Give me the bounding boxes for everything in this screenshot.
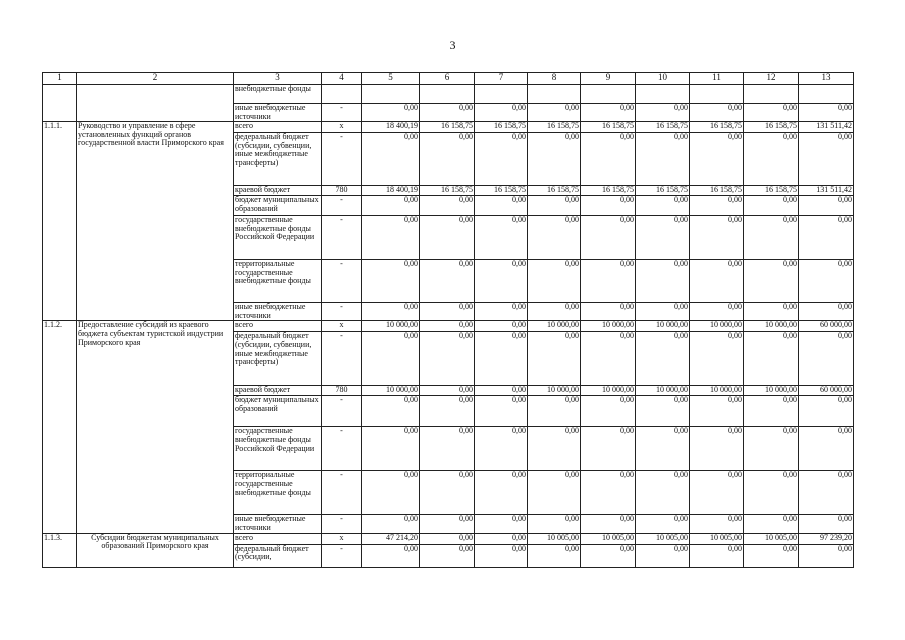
value-cell: 0,00	[744, 544, 799, 567]
value-cell: 0,00	[420, 216, 475, 260]
value-cell: 16 158,75	[420, 186, 475, 196]
value-cell: 10 000,00	[690, 386, 744, 396]
row-name: Руководство и управление в сфере установленных функций органов государственной власти Приморского края	[77, 122, 234, 321]
value-cell	[690, 85, 744, 104]
column-header: 11	[690, 73, 744, 85]
unit-code: -	[322, 515, 362, 533]
value-cell: 47 214,20	[362, 533, 420, 544]
unit-code: -	[322, 332, 362, 386]
value-cell: 0,00	[744, 515, 799, 533]
row-name: Предоставление субсидий из краевого бюджета субъектам туристской индустрии Приморского края	[77, 321, 234, 533]
value-cell: 0,00	[581, 396, 636, 427]
row-code: 1.1.3.	[43, 533, 77, 567]
value-cell: 0,00	[475, 533, 528, 544]
source-cell: всего	[234, 122, 322, 133]
value-cell: 0,00	[528, 471, 581, 515]
page-number: 3	[449, 38, 456, 52]
value-cell: 0,00	[690, 196, 744, 216]
source-cell: государственные внебюджетные фонды Российской Федерации	[234, 216, 322, 260]
value-cell: 0,00	[475, 196, 528, 216]
value-cell: 16 158,75	[581, 186, 636, 196]
value-cell: 10 000,00	[636, 386, 690, 396]
value-cell: 0,00	[799, 303, 854, 321]
value-cell: 0,00	[475, 386, 528, 396]
value-cell: 0,00	[362, 471, 420, 515]
value-cell: 16 158,75	[475, 186, 528, 196]
value-cell: 10 000,00	[636, 321, 690, 332]
value-cell: 0,00	[420, 332, 475, 386]
table-row	[43, 122, 854, 133]
source-cell: государственные внебюджетные фонды Российской Федерации	[234, 427, 322, 471]
value-cell: 0,00	[799, 104, 854, 122]
source-cell: федеральный бюджет (субсидии, субвенции, иные межбюджетные трансферты)	[234, 332, 322, 386]
value-cell: 0,00	[581, 544, 636, 567]
table-body	[43, 85, 854, 568]
value-cell: 0,00	[581, 196, 636, 216]
budget-table	[42, 72, 854, 568]
value-cell: 0,00	[636, 544, 690, 567]
value-cell: 0,00	[475, 104, 528, 122]
unit-code: х	[322, 122, 362, 133]
value-cell: 0,00	[362, 396, 420, 427]
value-cell: 0,00	[362, 216, 420, 260]
value-cell: 0,00	[475, 515, 528, 533]
source-cell: иные внебюджетные источники	[234, 303, 322, 321]
value-cell: 10 005,00	[744, 533, 799, 544]
value-cell: 0,00	[690, 216, 744, 260]
value-cell: 0,00	[362, 544, 420, 567]
column-header: 6	[420, 73, 475, 85]
value-cell: 0,00	[581, 332, 636, 386]
value-cell: 0,00	[799, 260, 854, 303]
value-cell: 16 158,75	[690, 122, 744, 133]
value-cell: 0,00	[362, 427, 420, 471]
value-cell: 0,00	[581, 216, 636, 260]
value-cell: 0,00	[636, 104, 690, 122]
column-header: 2	[77, 73, 234, 85]
value-cell: 10 000,00	[690, 321, 744, 332]
row-name: Субсидии бюджетам муниципальных образований Приморского края	[77, 533, 234, 567]
value-cell: 0,00	[799, 396, 854, 427]
value-cell: 0,00	[690, 332, 744, 386]
column-header: 1	[43, 73, 77, 85]
value-cell: 0,00	[528, 260, 581, 303]
value-cell: 0,00	[744, 427, 799, 471]
value-cell: 0,00	[799, 196, 854, 216]
value-cell: 0,00	[475, 396, 528, 427]
value-cell	[475, 85, 528, 104]
column-header: 8	[528, 73, 581, 85]
unit-code: -	[322, 104, 362, 122]
value-cell: 10 005,00	[581, 533, 636, 544]
value-cell: 0,00	[744, 471, 799, 515]
value-cell: 0,00	[420, 133, 475, 186]
unit-code: 780	[322, 386, 362, 396]
value-cell: 131 511,42	[799, 186, 854, 196]
value-cell	[744, 85, 799, 104]
value-cell: 60 000,00	[799, 321, 854, 332]
value-cell: 0,00	[799, 544, 854, 567]
value-cell: 0,00	[690, 396, 744, 427]
column-header: 4	[322, 73, 362, 85]
source-cell: краевой бюджет	[234, 386, 322, 396]
value-cell: 16 158,75	[744, 122, 799, 133]
unit-code: х	[322, 533, 362, 544]
row-code: 1.1.1.	[43, 122, 77, 321]
value-cell: 60 000,00	[799, 386, 854, 396]
value-cell: 16 158,75	[528, 122, 581, 133]
value-cell: 16 158,75	[420, 122, 475, 133]
unit-code: х	[322, 321, 362, 332]
column-header: 5	[362, 73, 420, 85]
value-cell: 0,00	[475, 321, 528, 332]
value-cell: 0,00	[420, 196, 475, 216]
code-cell	[43, 85, 77, 122]
value-cell: 0,00	[528, 104, 581, 122]
value-cell: 0,00	[799, 515, 854, 533]
value-cell: 0,00	[475, 332, 528, 386]
value-cell: 0,00	[636, 133, 690, 186]
value-cell: 0,00	[528, 303, 581, 321]
value-cell: 0,00	[475, 303, 528, 321]
value-cell: 0,00	[690, 427, 744, 471]
unit-code: -	[322, 396, 362, 427]
value-cell: 0,00	[420, 427, 475, 471]
value-cell: 0,00	[636, 216, 690, 260]
table-row	[43, 321, 854, 332]
value-cell: 0,00	[420, 104, 475, 122]
table-row	[43, 85, 854, 104]
value-cell: 10 000,00	[744, 386, 799, 396]
value-cell: 10 005,00	[636, 533, 690, 544]
value-cell: 0,00	[362, 515, 420, 533]
row-code: 1.1.2.	[43, 321, 77, 533]
table-row	[43, 533, 854, 544]
value-cell: 0,00	[744, 133, 799, 186]
value-cell: 10 000,00	[528, 321, 581, 332]
value-cell: 0,00	[690, 133, 744, 186]
column-header: 7	[475, 73, 528, 85]
value-cell: 16 158,75	[475, 122, 528, 133]
value-cell: 10 000,00	[528, 386, 581, 396]
value-cell: 0,00	[528, 427, 581, 471]
value-cell	[636, 85, 690, 104]
value-cell	[362, 85, 420, 104]
value-cell: 0,00	[636, 303, 690, 321]
unit-code: -	[322, 216, 362, 260]
value-cell: 0,00	[690, 471, 744, 515]
value-cell: 0,00	[636, 515, 690, 533]
value-cell: 16 158,75	[528, 186, 581, 196]
column-header: 9	[581, 73, 636, 85]
value-cell: 0,00	[744, 260, 799, 303]
value-cell: 0,00	[528, 216, 581, 260]
value-cell: 0,00	[744, 196, 799, 216]
value-cell: 97 239,20	[799, 533, 854, 544]
value-cell: 16 158,75	[744, 186, 799, 196]
value-cell: 0,00	[636, 396, 690, 427]
value-cell: 0,00	[636, 260, 690, 303]
unit-code: -	[322, 544, 362, 567]
value-cell: 0,00	[362, 104, 420, 122]
value-cell	[528, 85, 581, 104]
value-cell: 0,00	[420, 533, 475, 544]
value-cell: 0,00	[362, 260, 420, 303]
value-cell: 0,00	[636, 427, 690, 471]
source-cell: иные внебюджетные источники	[234, 104, 322, 122]
value-cell: 0,00	[581, 303, 636, 321]
value-cell: 0,00	[420, 515, 475, 533]
value-cell: 0,00	[420, 303, 475, 321]
source-cell: бюджет муниципальных образований	[234, 196, 322, 216]
value-cell: 0,00	[420, 321, 475, 332]
value-cell: 0,00	[799, 427, 854, 471]
value-cell	[799, 85, 854, 104]
name-cell	[77, 85, 234, 122]
value-cell: 0,00	[744, 104, 799, 122]
value-cell: 0,00	[420, 471, 475, 515]
value-cell: 0,00	[690, 303, 744, 321]
value-cell: 0,00	[475, 133, 528, 186]
value-cell: 10 005,00	[690, 533, 744, 544]
value-cell: 0,00	[528, 544, 581, 567]
value-cell: 0,00	[528, 133, 581, 186]
source-cell: федеральный бюджет (субсидии,	[234, 544, 322, 567]
value-cell	[581, 85, 636, 104]
unit-code	[322, 85, 362, 104]
value-cell: 18 400,19	[362, 186, 420, 196]
value-cell: 0,00	[528, 196, 581, 216]
source-cell: федеральный бюджет (субсидии, субвенции, иные межбюджетные трансферты)	[234, 133, 322, 186]
value-cell: 0,00	[475, 471, 528, 515]
value-cell: 0,00	[362, 133, 420, 186]
value-cell: 0,00	[420, 544, 475, 567]
value-cell: 16 158,75	[636, 122, 690, 133]
value-cell: 0,00	[420, 260, 475, 303]
value-cell: 10 000,00	[362, 386, 420, 396]
unit-code: -	[322, 260, 362, 303]
value-cell: 0,00	[362, 332, 420, 386]
value-cell: 0,00	[581, 104, 636, 122]
value-cell: 16 158,75	[690, 186, 744, 196]
column-header: 13	[799, 73, 854, 85]
value-cell	[420, 85, 475, 104]
unit-code: -	[322, 133, 362, 186]
unit-code: -	[322, 427, 362, 471]
value-cell: 0,00	[799, 216, 854, 260]
value-cell: 0,00	[581, 471, 636, 515]
value-cell: 18 400,19	[362, 122, 420, 133]
source-cell: бюджет муниципальных образований	[234, 396, 322, 427]
value-cell: 0,00	[475, 216, 528, 260]
unit-code: -	[322, 196, 362, 216]
source-cell: иные внебюджетные источники	[234, 515, 322, 533]
value-cell: 0,00	[636, 196, 690, 216]
value-cell: 0,00	[799, 471, 854, 515]
value-cell: 0,00	[581, 260, 636, 303]
value-cell: 0,00	[362, 303, 420, 321]
source-cell: территориальные государственные внебюджетные фонды	[234, 471, 322, 515]
value-cell: 10 005,00	[528, 533, 581, 544]
value-cell: 0,00	[581, 427, 636, 471]
unit-code: -	[322, 471, 362, 515]
value-cell: 0,00	[420, 396, 475, 427]
unit-code: 780	[322, 186, 362, 196]
source-cell: краевой бюджет	[234, 186, 322, 196]
value-cell: 131 511,42	[799, 122, 854, 133]
source-cell: внебюджетные фонды	[234, 85, 322, 104]
value-cell: 0,00	[528, 396, 581, 427]
value-cell: 0,00	[475, 260, 528, 303]
value-cell: 0,00	[636, 332, 690, 386]
column-header: 10	[636, 73, 690, 85]
column-header: 3	[234, 73, 322, 85]
value-cell: 0,00	[528, 515, 581, 533]
value-cell: 0,00	[744, 303, 799, 321]
value-cell: 0,00	[636, 471, 690, 515]
value-cell: 0,00	[799, 133, 854, 186]
value-cell: 0,00	[744, 332, 799, 386]
value-cell: 10 000,00	[581, 321, 636, 332]
source-cell: территориальные государственные внебюджетные фонды	[234, 260, 322, 303]
column-header: 12	[744, 73, 799, 85]
source-cell: всего	[234, 533, 322, 544]
value-cell: 0,00	[690, 544, 744, 567]
value-cell: 0,00	[581, 133, 636, 186]
value-cell: 0,00	[799, 332, 854, 386]
value-cell: 0,00	[744, 216, 799, 260]
value-cell: 0,00	[475, 544, 528, 567]
value-cell: 0,00	[528, 332, 581, 386]
source-cell: всего	[234, 321, 322, 332]
header-row	[43, 73, 854, 85]
unit-code: -	[322, 303, 362, 321]
value-cell: 10 000,00	[581, 386, 636, 396]
value-cell: 0,00	[362, 196, 420, 216]
value-cell: 0,00	[690, 104, 744, 122]
value-cell: 0,00	[690, 260, 744, 303]
value-cell: 0,00	[744, 396, 799, 427]
value-cell: 0,00	[420, 386, 475, 396]
value-cell: 0,00	[690, 515, 744, 533]
value-cell: 16 158,75	[636, 186, 690, 196]
value-cell: 10 000,00	[744, 321, 799, 332]
value-cell: 0,00	[475, 427, 528, 471]
value-cell: 0,00	[581, 515, 636, 533]
value-cell: 10 000,00	[362, 321, 420, 332]
value-cell: 16 158,75	[581, 122, 636, 133]
